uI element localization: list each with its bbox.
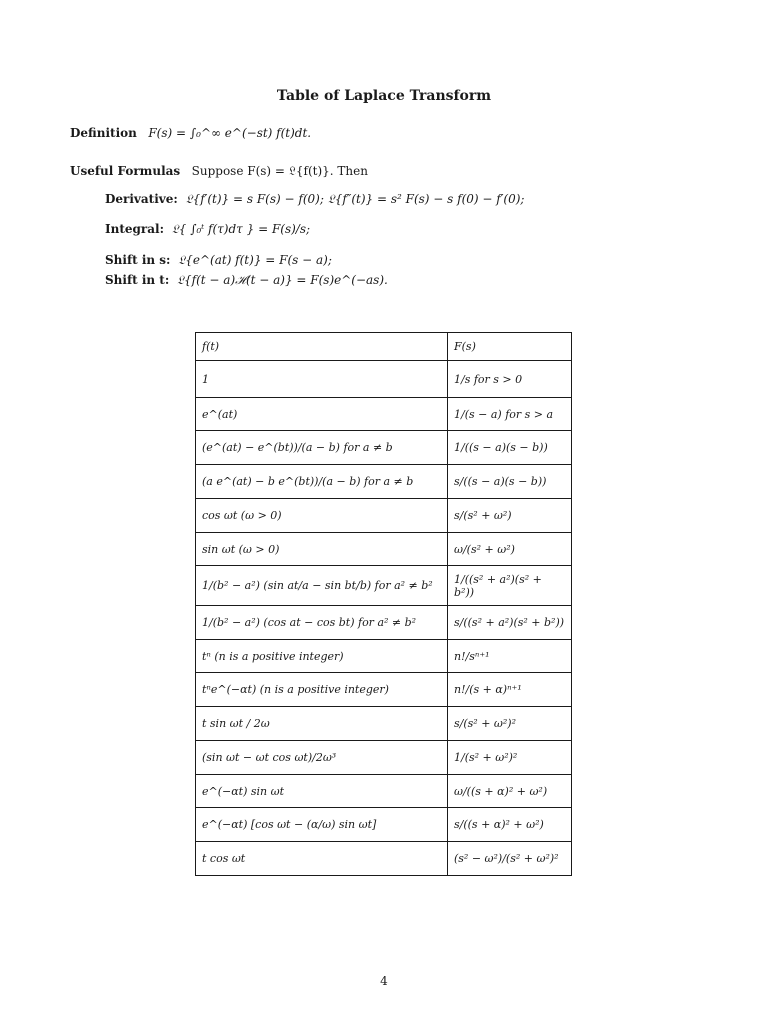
definition-label: Definition [70,126,137,140]
table-row [196,465,572,499]
integral-formula: 𝔏{ ∫₀ᵗ f(τ)dτ } = F(s)/s; [171,222,311,236]
cell-F-s: s/((s² + a²)(s² + b²)) [448,606,572,640]
table-row [196,842,572,876]
table-row [196,741,572,775]
cell-f-t: e^(−αt) sin ωt [196,775,448,808]
table-row [196,775,572,808]
page-title: Table of Laplace Transform [276,88,492,104]
shift-t-line [105,273,388,288]
table-header-row [196,333,572,361]
table-row [196,533,572,566]
cell-f-t: (sin ωt − ωt cos ωt)/2ω³ [196,741,448,775]
cell-f-t: (e^(at) − e^(bt))/(a − b) for a ≠ b [196,431,448,465]
cell-f-t: e^(−αt) [cos ωt − (α/ω) sin ωt] [196,808,448,842]
header-F-s: F(s) [448,333,572,361]
cell-F-s: s/((s − a)(s − b)) [448,465,572,499]
shift-s-line [105,253,332,268]
integral-label: Integral: [105,222,164,236]
table-row [196,808,572,842]
cell-f-t: (a e^(at) − b e^(bt))/(a − b) for a ≠ b [196,465,448,499]
cell-f-t: tⁿe^(−αt) (n is a positive integer) [196,673,448,707]
useful-formulas-text: Suppose F(s) = 𝔏{f(t)}. Then [191,164,368,178]
definition-formula: F(s) = ∫₀^∞ e^(−st) f(t)dt. [148,126,312,140]
table-row [196,398,572,431]
shift-s-label: Shift in s: [105,253,171,267]
table-row [196,606,572,640]
useful-formulas-label: Useful Formulas [70,164,181,178]
laplace-table [195,332,572,876]
derivative-line [105,192,524,207]
cell-F-s: 1/(s² + ω²)² [448,741,572,775]
table-row [196,499,572,533]
cell-f-t: t cos ωt [196,842,448,876]
cell-F-s: 1/((s² + a²)(s² + b²)) [448,566,572,606]
cell-F-s: 1/s for s > 0 [448,361,572,398]
table-row [196,640,572,673]
cell-F-s: (s² − ω²)/(s² + ω²)² [448,842,572,876]
header-f-t: f(t) [196,333,448,361]
cell-F-s: n!/(s + α)ⁿ⁺¹ [448,673,572,707]
cell-f-t: sin ωt (ω > 0) [196,533,448,566]
shift-s-formula: 𝔏{e^(at) f(t)} = F(s − a); [178,253,332,267]
cell-F-s: s/(s² + ω²)² [448,707,572,741]
page-number: 4 [380,974,388,988]
cell-f-t: e^(at) [196,398,448,431]
derivative-label: Derivative: [105,192,178,206]
table-row [196,673,572,707]
table-row [196,361,572,398]
cell-F-s: ω/(s² + ω²) [448,533,572,566]
cell-F-s: 1/((s − a)(s − b)) [448,431,572,465]
derivative-formula: 𝔏{f′(t)} = s F(s) − f(0); 𝔏{f″(t)} = s² F(s) − s f(0) − f′(0); [185,192,525,206]
cell-f-t: cos ωt (ω > 0) [196,499,448,533]
cell-F-s: s/((s + α)² + ω²) [448,808,572,842]
table-row [196,707,572,741]
table-row [196,566,572,606]
shift-t-formula: 𝔏{f(t − a)ℋ(t − a)} = F(s)e^(−as). [176,273,388,287]
cell-F-s: s/(s² + ω²) [448,499,572,533]
cell-f-t: tⁿ (n is a positive integer) [196,640,448,673]
cell-F-s: ω/((s + α)² + ω²) [448,775,572,808]
useful-formulas-line [70,164,368,179]
cell-F-s: n!/sⁿ⁺¹ [448,640,572,673]
definition-line [70,126,311,140]
integral-line [105,222,310,237]
cell-f-t: t sin ωt / 2ω [196,707,448,741]
cell-F-s: 1/(s − a) for s > a [448,398,572,431]
cell-f-t: 1/(b² − a²) (cos at − cos bt) for a² ≠ b² [196,606,448,640]
cell-f-t: 1/(b² − a²) (sin at/a − sin bt/b) for a² ≠ b² [196,566,448,606]
shift-t-label: Shift in t: [105,273,170,287]
table-row [196,431,572,465]
cell-f-t: 1 [196,361,448,398]
